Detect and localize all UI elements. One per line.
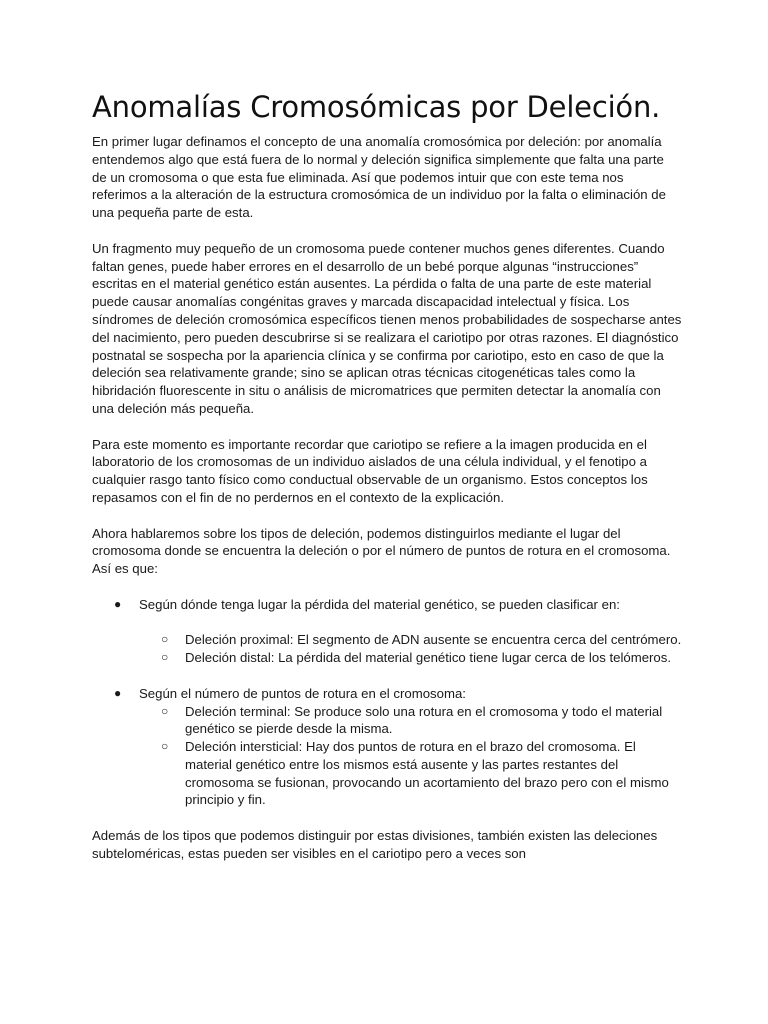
sub-item-proximal [139, 631, 682, 649]
bullet-circle-icon: ○ [161, 703, 169, 718]
deletion-types-list [92, 596, 682, 810]
document-title: Anomalías Cromosómicas por Deleción. [92, 90, 661, 124]
sub-list-location [139, 631, 682, 667]
sub-list-breakpoints [139, 703, 682, 810]
paragraph-genes: Un fragmento muy pequeño de un cromosoma puede contener muchos genes diferentes. Cuando faltan genes, puede haber errores en el desarrollo de un bebé porque algunas “instrucciones” escritas en el material genético están ausentes. La pérdida o falta de una parte de este material puede causar anomalías congénitas graves y marcada discapacidad intelectual y física. Los síndromes de deleción cromosómica específicos tienen menos probabilidades de sospecharse antes del nacimiento, pero pueden descubrirse si se realizara el cariotipo por otras razones. El diagnóstico postnatal se sospecha por la apariencia clínica y se confirma por cariotipo, esto en caso de que la deleción sea relativamente grande; sino se aplican otras técnicas citogenéticas tales como la hibridación fluorescente in situ o análisis de micromatrices que permiten detectar la anomalía con una deleción más pequeña. [92, 240, 682, 416]
sub-item-intersticial [139, 738, 682, 809]
bullet-circle-icon: ○ [161, 650, 169, 665]
list-item-text: Según el número de puntos de rotura en el cromosoma: [139, 685, 466, 701]
bullet-dot-icon: ● [114, 596, 122, 611]
bullet-dot-icon: ● [114, 685, 122, 700]
list-item-location [92, 596, 682, 667]
sub-item-text: Deleción distal: La pérdida del material genético tiene lugar cerca de los telómeros. [185, 650, 672, 666]
sub-item-text: Deleción terminal: Se produce solo una rotura en el cromosoma y todo el material genético se pierde desde la misma. [185, 703, 663, 737]
bullet-circle-icon: ○ [161, 632, 169, 647]
paragraph-tipos: Ahora hablaremos sobre los tipos de deleción, podemos distinguirlos mediante el lugar del cromosoma donde se encuentra la deleción o por el número de puntos de rotura en el cromosoma. [92, 525, 671, 559]
document-body [92, 133, 682, 863]
paragraph-closing: Además de los tipos que podemos distinguir por estas divisiones, también existen las deleciones subteloméricas, estas pueden ser visibles en el cariotipo pero a veces son [92, 828, 658, 861]
paragraph-cariotipo: Para este momento es importante recordar que cariotipo se refiere a la imagen producida en el laboratorio de los cromosomas de un individuo aislados de una célula individual, y el fenotipo a cualquier rasgo tanto físico como conductual observable de un organismo. Estos conceptos los repasamos con el fin de no perdernos en el contexto de la explicación. [92, 436, 648, 505]
list-item-breakpoints [92, 685, 682, 810]
sub-item-terminal [139, 703, 682, 739]
bullet-circle-icon: ○ [161, 739, 169, 754]
sub-item-text: Deleción intersticial: Hay dos puntos de rotura en el brazo del cromosoma. El material genético entre los mismos está ausente y las partes restantes del cromosoma se fusionan, provocando un acortamiento del brazo pero con el mismo principio y fin. [185, 739, 669, 808]
intro-line: Así es que: [92, 561, 158, 577]
sub-item-distal [139, 649, 682, 667]
sub-item-text: Deleción proximal: El segmento de ADN ausente se encuentra cerca del centrómero. [185, 632, 682, 648]
paragraph-definition: En primer lugar definamos el concepto de una anomalía cromosómica por deleción: por anomalía entendemos algo que está fuera de lo normal y deleción significa simplemente que falta una parte de un cromosoma o que esta fue eliminada. Así que podemos intuir que con este tema nos referimos a la alteración de la estructura cromosómica de un individuo por la falta o eliminación de una pequeña parte de esta. [92, 134, 666, 221]
list-item-text: Según dónde tenga lugar la pérdida del material genético, se pueden clasificar en: [139, 596, 620, 612]
